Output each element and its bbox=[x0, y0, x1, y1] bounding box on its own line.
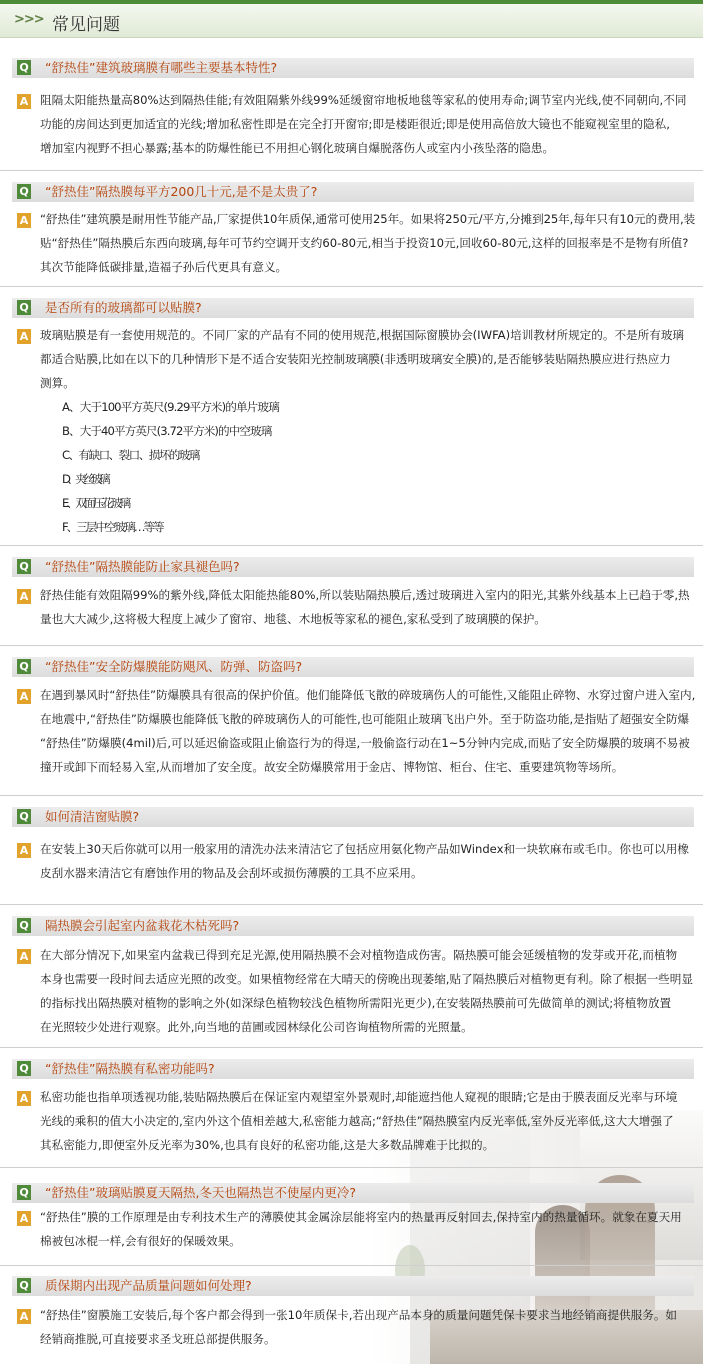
answer-icon: A bbox=[17, 589, 31, 604]
answer-line: 在安装上30天后你就可以用一般家用的清洗办法来清洁它了包括应用氨化物产品如Windex和一块软麻布或毛巾。你也可以用橡 bbox=[40, 842, 689, 856]
answer-text bbox=[40, 88, 695, 160]
question-icon: Q bbox=[17, 184, 31, 199]
answer-line: 玻璃贴膜是有一套使用规范的。不同厂家的产品有不同的使用规范,根据国际窗膜协会(IWFA)培训教材所规定的。不是所有玻璃 bbox=[40, 328, 685, 342]
divider bbox=[0, 795, 703, 796]
question-bar bbox=[12, 182, 694, 202]
question-bar bbox=[12, 657, 694, 677]
answer-text bbox=[40, 583, 695, 631]
answer-list-item: F、三层中空玻璃…等等 bbox=[62, 520, 163, 534]
question-text: “舒热佳”安全防爆膜能防飓风、防弹、防盗吗? bbox=[45, 659, 303, 674]
question-text: “舒热佳”建筑玻璃膜有哪些主要基本特性? bbox=[45, 60, 278, 75]
question-bar bbox=[12, 298, 694, 318]
answer-icon: A bbox=[17, 94, 31, 109]
arrows-icon: >>> bbox=[14, 12, 44, 27]
answer-text bbox=[40, 1205, 695, 1253]
question-icon: Q bbox=[17, 300, 31, 315]
question-icon: Q bbox=[17, 60, 31, 75]
answer-icon: A bbox=[17, 1309, 31, 1324]
question-text: “舒热佳”隔热膜能防止家具褪色吗? bbox=[45, 559, 240, 574]
question-bar bbox=[12, 916, 694, 936]
answer-line: 测算。 bbox=[40, 376, 75, 390]
question-bar bbox=[12, 1183, 694, 1203]
answer-line: “舒热佳”膜的工作原理是由专利技术生产的薄膜使其金属涂层能将室内的热量再反射回去,保持室内的热量循环。就象在夏天用 bbox=[40, 1210, 682, 1224]
answer-line: 增加室内视野不担心暴露;基本的防爆性能已不用担心钢化玻璃自爆脱落伤人或室内小孩坠落的隐患。 bbox=[40, 141, 555, 155]
answer-text bbox=[40, 1303, 695, 1351]
divider bbox=[0, 645, 703, 646]
answer-line: 舒热佳能有效阻隔99%的紫外线,降低太阳能热能80%,所以装贴隔热膜后,透过玻璃进入室内的阳光,其紫外线基本上已趋于零,热 bbox=[40, 588, 690, 602]
question-icon: Q bbox=[17, 918, 31, 933]
answer-list-item: E、双面压花玻璃 bbox=[62, 496, 129, 510]
answer-list-item: B、大于40平方英尺(3.72平方米)的中空玻璃 bbox=[62, 424, 272, 438]
answer-line: 棉被包冰棍一样,会有很好的保暖效果。 bbox=[40, 1234, 241, 1248]
answer-list-item: A、大于100平方英尺(9.29平方米)的单片玻璃 bbox=[62, 400, 279, 414]
answer-text bbox=[40, 1085, 695, 1157]
question-icon: Q bbox=[17, 1061, 31, 1076]
divider bbox=[0, 1047, 703, 1048]
question-text: “舒热佳”玻璃贴膜夏天隔热,冬天也隔热岂不使屋内更冷? bbox=[45, 1185, 357, 1200]
question-bar bbox=[12, 1276, 694, 1296]
answer-line: 量也大大减少,这将极大程度上减少了窗帘、地毯、木地板等家私的褪色,家私受到了玻璃膜的保护。 bbox=[40, 612, 546, 626]
divider bbox=[0, 904, 703, 905]
answer-icon: A bbox=[17, 1211, 31, 1226]
question-icon: Q bbox=[17, 1185, 31, 1200]
answer-line: “舒热佳”防爆膜(4mil)后,可以延迟偷盗或阻止偷盗行为的得逞,一般偷盗行动在1~5分钟内完成,而贴了安全防爆膜的玻璃不易被 bbox=[40, 736, 690, 750]
answer-icon: A bbox=[17, 949, 31, 964]
question-text: 隔热膜会引起室内盆栽花木枯死吗? bbox=[45, 918, 240, 933]
question-icon: Q bbox=[17, 559, 31, 574]
answer-line: 都适合贴膜,比如在以下的几种情形下是不适合安装阳光控制玻璃膜(非透明玻璃安全膜)的,是否能够装贴隔热膜应进行热应力 bbox=[40, 352, 671, 366]
answer-line: 经销商推脱,可直接要求圣戈班总部提供服务。 bbox=[40, 1332, 276, 1346]
answer-text bbox=[40, 837, 695, 885]
question-text: “舒热佳”隔热膜每平方200几十元,是不是太贵了? bbox=[45, 184, 318, 199]
answer-line: “舒热佳”建筑膜是耐用性节能产品,厂家提供10年质保,通常可使用25年。如果将250元/平方,分摊到25年,每年只有10元的费用,装 bbox=[40, 212, 696, 226]
page-title: 常见问题 bbox=[52, 15, 120, 35]
divider bbox=[0, 1167, 703, 1168]
answer-line: 在大部分情况下,如果室内盆栽已得到充足光源,使用隔热膜不会对植物造成伤害。隔热膜可能会延缓植物的发芽或开花,而植物 bbox=[40, 948, 678, 962]
answer-text bbox=[40, 323, 695, 539]
answer-line: 在地震中,“舒热佳”防爆膜也能降低飞散的碎玻璃伤人的可能性,也可能阻止玻璃飞出户外。至于防盗功能,是指贴了超强安全防爆 bbox=[40, 712, 690, 726]
answer-line: 贴“舒热佳”隔热膜后东西向玻璃,每年可节约空调开支约60-80元,相当于投资10元,回收60-80元,这样的回报率是不是物有所值? bbox=[40, 236, 689, 250]
answer-list-item: C、有缺口、裂口、损坏的玻璃 bbox=[62, 448, 199, 462]
answer-icon: A bbox=[17, 1091, 31, 1106]
question-icon: Q bbox=[17, 659, 31, 674]
question-text: 是否所有的玻璃都可以贴膜? bbox=[45, 300, 202, 315]
question-bar bbox=[12, 1059, 694, 1079]
answer-line: “舒热佳”窗膜施工安装后,每个客户都会得到一张10年质保卡,若出现产品本身的质量问题凭保卡要求当地经销商提供服务。如 bbox=[40, 1308, 678, 1322]
question-bar bbox=[12, 557, 694, 577]
answer-list-item: D、夹丝玻璃 bbox=[62, 472, 107, 486]
answer-line: 光线的乘积的值大小决定的,室内外这个值相差越大,私密能力越高;“舒热佳”隔热膜室内反光率低,室外反光率低,这大大增强了 bbox=[40, 1114, 674, 1128]
answer-line: 其次节能降低碳排量,造福子孙后代更具有意义。 bbox=[40, 260, 288, 274]
answer-line: 在光照较少处进行观察。此外,向当地的苗圃或园林绿化公司咨询植物所需的光照量。 bbox=[40, 1020, 473, 1034]
answer-line: 皮刮水器来清洁它有磨蚀作用的物品及会刮坏或损伤薄膜的工具不应采用。 bbox=[40, 866, 423, 880]
answer-text bbox=[40, 683, 695, 779]
question-icon: Q bbox=[17, 809, 31, 824]
answer-text bbox=[40, 943, 695, 1039]
answer-line: 其私密能力,即便室外反光率为30%,也具有良好的私密功能,这是大多数品牌难于比拟的。 bbox=[40, 1138, 495, 1152]
answer-icon: A bbox=[17, 689, 31, 704]
question-bar bbox=[12, 807, 694, 827]
answer-line: 在遇到暴风时“舒热佳”防爆膜具有很高的保护价值。他们能降低飞散的碎玻璃伤人的可能性,又能阻止碎物、水穿过窗户进入室内, bbox=[40, 688, 696, 702]
question-text: “舒热佳”隔热膜有私密功能吗? bbox=[45, 1061, 215, 1076]
answer-line: 的指标找出隔热膜对植物的影响之外(如深绿色植物较浅色植物所需阳光更少),在安装隔热膜前可先做简单的测试;将植物放置 bbox=[40, 996, 672, 1010]
answer-icon: A bbox=[17, 843, 31, 858]
answer-icon: A bbox=[17, 213, 31, 228]
question-icon: Q bbox=[17, 1278, 31, 1293]
answer-line: 阻隔太阳能热量高80%达到隔热佳能;有效阻隔紫外线99%延缓窗帘地板地毯等家私的使用寿命;调节室内光线,使不同朝向,不同 bbox=[40, 93, 687, 107]
answer-line: 本身也需要一段时间去适应光照的改变。如果植物经常在大晴天的傍晚出现萎缩,贴了隔热膜后对植物更有利。除了根据一些明显 bbox=[40, 972, 693, 986]
question-bar bbox=[12, 58, 694, 78]
question-text: 质保期内出现产品质量问题如何处理? bbox=[45, 1278, 252, 1293]
question-text: 如何清洁窗贴膜? bbox=[45, 809, 140, 824]
divider bbox=[0, 545, 703, 546]
divider bbox=[0, 1265, 703, 1266]
divider bbox=[0, 286, 703, 287]
answer-line: 私密功能也指单项透视功能,装贴隔热膜后在保证室内观望室外景观时,却能遮挡他人窥视的眼睛;它是由于膜表面反光率与环境 bbox=[40, 1090, 678, 1104]
answer-line: 功能的房间达到更加适宜的光线;增加私密性即是在完全打开窗帘;即是楼距很近;即是使用高倍放大镜也不能窥视室里的隐私, bbox=[40, 117, 670, 131]
answer-icon: A bbox=[17, 329, 31, 344]
answer-line: 撞开或卸下而轻易入室,从而增加了安全度。故安全防爆膜常用于金店、博物馆、柜台、住宅、重要建筑物等场所。 bbox=[40, 760, 624, 774]
answer-text bbox=[40, 207, 695, 279]
divider bbox=[0, 170, 703, 171]
